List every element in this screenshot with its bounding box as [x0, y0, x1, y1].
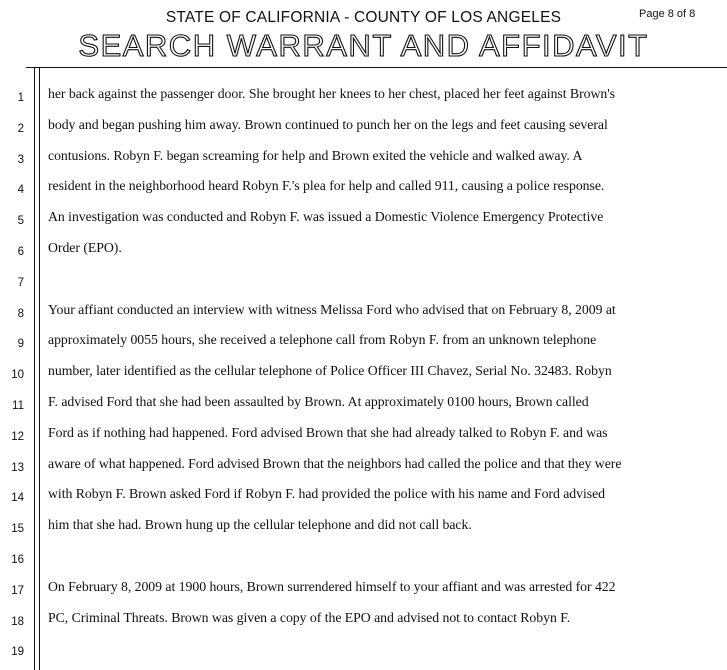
line-number: 17	[11, 584, 24, 597]
text-line: contusions. Robyn F. began screaming for help and Brown exited the vehicle and walked away. A	[48, 147, 583, 163]
line-number: 18	[11, 615, 24, 628]
text-line: him that she had. Brown hung up the cellular telephone and did not call back.	[48, 517, 472, 533]
line-number: 4	[17, 184, 24, 197]
top-rule	[26, 67, 727, 68]
text-line: An investigation was conducted and Robyn F. was issued a Domestic Violence Emergency Protective	[48, 209, 604, 225]
line-number: 5	[17, 215, 24, 228]
document-title: SEARCH WARRANT AND AFFIDAVIT	[78, 28, 649, 63]
line-number: 9	[17, 338, 24, 351]
line-number: 15	[11, 523, 24, 536]
text-line: her back against the passenger door. She brought her knees to her chest, placed her feet against Brown's	[48, 86, 615, 101]
state-county-header: STATE OF CALIFORNIA - COUNTY OF LOS ANGELES	[165, 9, 562, 26]
text-line: Your affiant conducted an interview with witness Melissa Ford who advised that on February 8, 2009 at	[48, 301, 616, 317]
line-number: 1	[17, 92, 24, 104]
line-number: 13	[11, 461, 24, 474]
line-number: 2	[17, 122, 24, 135]
text-line: PC, Criminal Threats. Brown was given a copy of the EPO and advised not to contact Robyn F.	[48, 609, 571, 625]
text-line: On February 8, 2009 at 1900 hours, Brown surrendered himself to your affiant and was arrested for 422	[48, 578, 616, 594]
text-line: with Robyn F. Brown asked Ford if Robyn F. had provided the police with his name and Ford advised	[48, 486, 606, 502]
line-number: 6	[17, 246, 24, 258]
line-number: 12	[11, 430, 24, 443]
line-number: 10	[11, 369, 24, 382]
page-number: Page 8 of 8	[639, 8, 696, 20]
line-number: 14	[11, 492, 24, 505]
text-line: resident in the neighborhood heard Robyn F.'s plea for help and called 911, causing a police response.	[48, 178, 605, 194]
text-line: number, later identified as the cellular telephone of Police Officer III Chavez, Serial No. 32483. Robyn	[48, 363, 612, 379]
text-line: F. advised Ford that she had been assaulted by Brown. At approximately 0100 hours, Brown called	[48, 394, 589, 409]
line-number: 19	[11, 646, 24, 659]
text-line: Ford as if nothing had happened. Ford advised Brown that she had already talked to Robyn F. and was	[48, 424, 608, 440]
text-line: aware of what happened. Ford advised Brown that the neighbors had called the police and that they were	[48, 455, 622, 471]
line-number: 7	[17, 276, 24, 289]
line-number: 3	[17, 153, 24, 166]
line-number: 11	[12, 400, 24, 412]
text-line: body and began pushing him away. Brown continued to punch her on the legs and feet causing several	[48, 116, 608, 132]
left-margin-rule	[34, 67, 40, 670]
line-number: 8	[17, 307, 24, 320]
text-line: approximately 0055 hours, she received a telephone call from Robyn F. from an unknown telephone	[48, 332, 597, 348]
text-line: Order (EPO).	[48, 240, 122, 255]
line-number: 16	[11, 554, 24, 566]
